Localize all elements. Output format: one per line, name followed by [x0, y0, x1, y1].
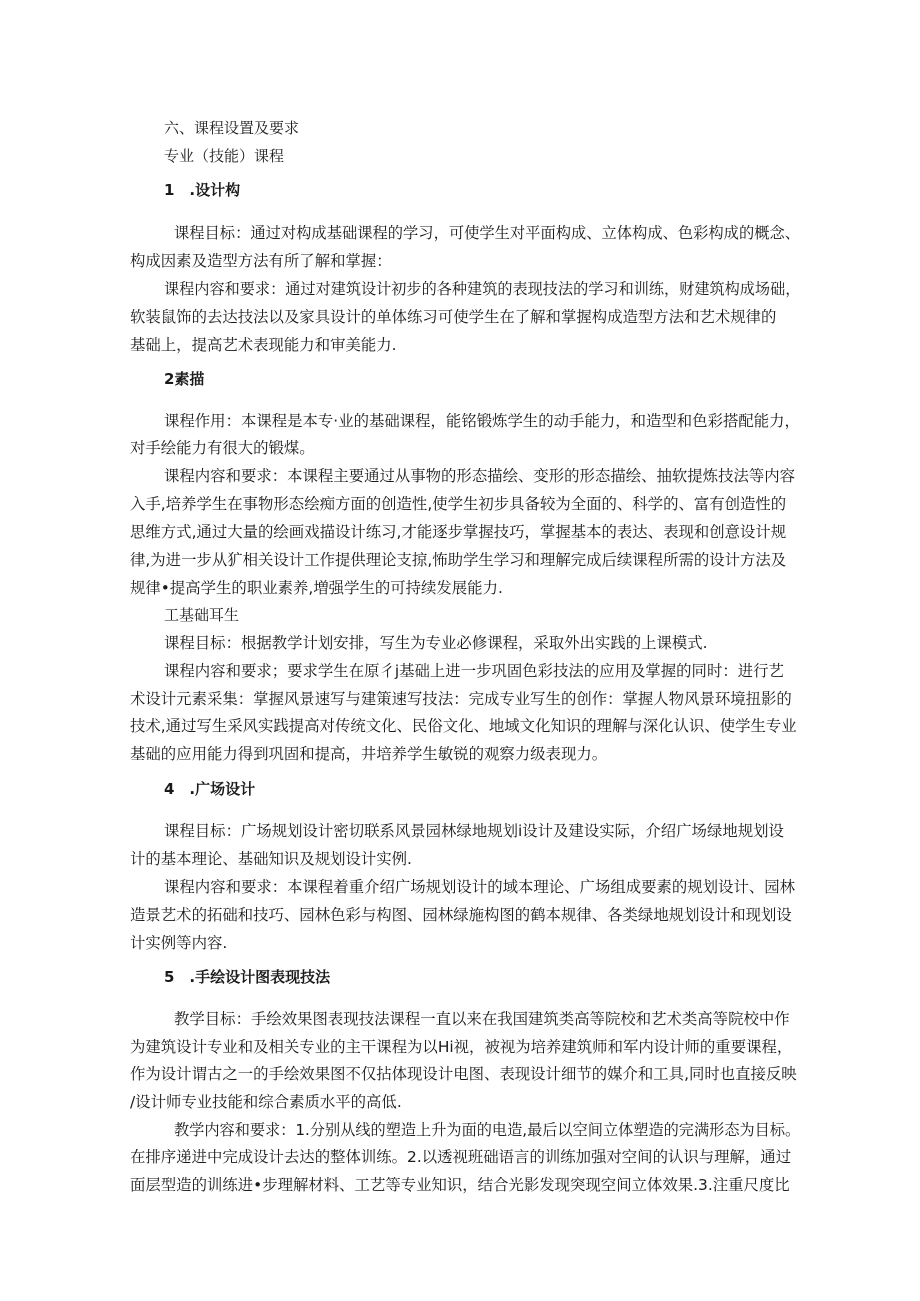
paragraph-line: 教学目标：手绘效果图表现技法课程一直以来在我国建筑类高等院校和艺术类高等院校中作	[174, 1010, 790, 1028]
paragraph-line: 入手,培养学生在事物形态绘痴方面的创造性,使学生初步具备较为全面的、科学的、富有创造性的	[130, 495, 787, 513]
paragraph-line: 课程内容和要求：本课程主要通过从事物的形态描绘、变形的形态描绘、抽软提炼技法等内容	[164, 467, 796, 485]
paragraph-line: 课程目标：广场规划设计密切联系风景园林绿地规划i设计及建设实际，介绍广场绿地规划设	[164, 822, 784, 840]
paragraph-line: 规律•提高学生的职业素养,増强学生的可持续发展能力.	[130, 579, 503, 597]
paragraph-line: 构成因素及造型方法有所了解和掌握：	[130, 252, 392, 270]
paragraph-line: 计实例等内容.	[130, 934, 228, 952]
paragraph-line: 基础的应用能力得到巩固和提高，井培养学生敏锐的观察力级表现力。	[130, 745, 608, 763]
course-title-4: 4 .广场设计	[164, 780, 256, 798]
paragraph-line: 课程目标：根据教学计划安排，写生为专业必修课程，采取外出实践的上课模式.	[164, 634, 708, 652]
paragraph-line: 思维方式,通过大量的绘画戏描设计练习,才能逐步掌握技巧，掌握基本的表达、表现和创意设计规	[130, 523, 787, 541]
paragraph-line: 课程内容和要求：本课程着重介绍广场规划设计的域本理论、广场组成要素的规划设计、园林	[164, 878, 796, 896]
paragraph-line: 作为设计谓古之一的手绘效果图不仅拈体现设计电图、表现设计细节的媒介和工具,同时也直接反映	[130, 1065, 797, 1083]
paragraph-line: 计的基本理论、基础知识及规划设计实例.	[130, 850, 412, 868]
paragraph-line: 课程作用：本课程是本专·业的基础课程，能铭锻炼学生的动手能力，和造型和色彩搭配能力，	[164, 412, 800, 430]
paragraph-line: 在排序递进中完成设计去达的整体训练。2.以透视班础语言的训练加强对空间的认识与理解，通过	[130, 1148, 792, 1166]
course-title-5: 5 .手绘设计图表现技法	[164, 968, 331, 986]
paragraph-line: 课程内容和要求；要求学生在原彳j基础上进一步巩固色彩技法的应用及掌握的同时：进行艺	[164, 662, 784, 680]
paragraph-line: 课程目标：通过对构成基础课程的学习，可使学生对平面构成、立体构成、色彩构成的概念、	[174, 224, 801, 242]
paragraph-line: 为建筑设计专业和及相关专业的主干课程为以Hi视，被视为培养建筑师和军内设计师的重要课程，	[130, 1038, 793, 1056]
paragraph-line: /设计师专业技能和综合素质水平的高低.	[130, 1093, 402, 1111]
paragraph-line: 教学内容和要求：1.分别从线的塑造上升为面的电造,最后以空间立体塑造的完满形态为目标。	[174, 1121, 801, 1139]
paragraph-line: 技术,通过写生采风实践提高对传统文化、民俗文化、地域文化知识的理解与深化认识、使学生专业	[130, 717, 797, 735]
paragraph-line: 造景艺术的拓础和技巧、园林色彩与构图、园林绿施构图的鹤本规律、各类绿地规划设计和现划设	[130, 906, 792, 924]
paragraph-line: 律,为进一步从犷相关设计工作提供理论支掠,怖助学生学习和理解完成后续课程所需的设计方法及	[130, 551, 787, 569]
paragraph-line: 术设计元素采集：掌握风景速写与建策速写技法：完成专业写生的创作：掌握人物风景环境扭影的	[130, 690, 792, 708]
section-heading: 六、课程设置及要求	[164, 119, 300, 137]
paragraph-line: 对手绘能力有很大的锻煤。	[130, 439, 315, 457]
course-title-2: 2素描	[164, 370, 205, 388]
paragraph-line: 课程内容和要求：通过对建筑设计初步的各种建筑的表现技法的学习和训练，财建筑构成场础，	[164, 280, 801, 298]
paragraph-line: 软装鼠饰的去达技法以及家具设计的单体练习可使学生在了解和掌握构成造型方法和艺术规律的	[130, 308, 777, 326]
paragraph-line: 面层型造的训练进•步理解材料、工艺等专业知识，结合光影发现突现空间立体效果.3.注重尺度比	[130, 1176, 790, 1194]
course-title-3: 工基础耳生	[164, 606, 240, 624]
paragraph-line: 基础上，提高艺术表现能力和审美能力.	[130, 336, 397, 354]
course-title-1: 1 .设计构	[164, 181, 241, 199]
subsection-heading: 专业（技能）课程	[164, 147, 285, 165]
